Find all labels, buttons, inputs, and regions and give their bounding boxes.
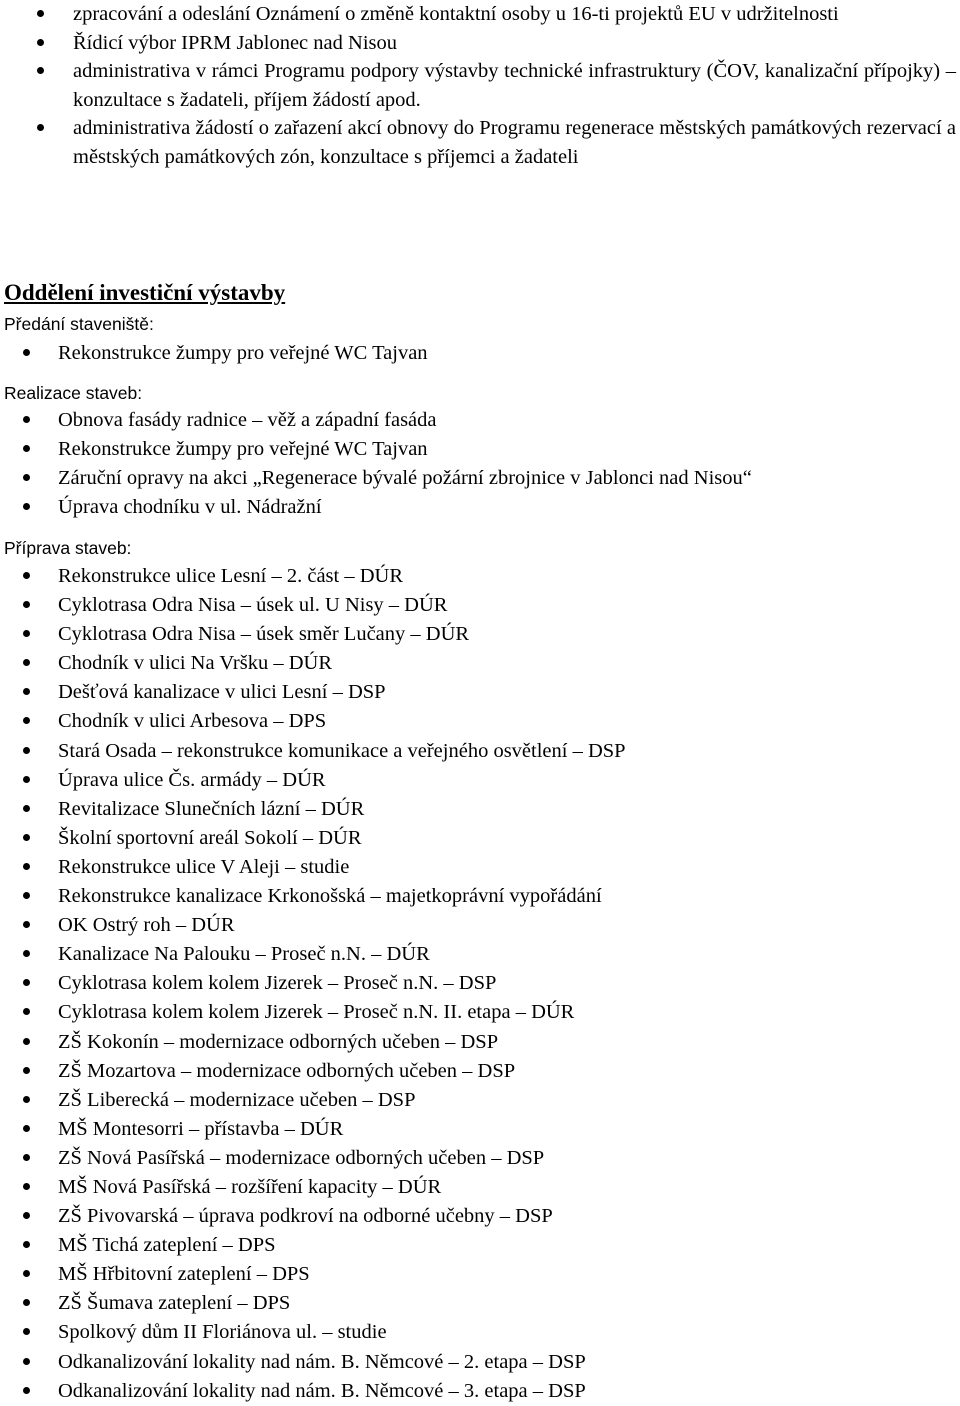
top-list-item	[0, 114, 960, 171]
priprava-item-text: MŠ Montesorri – přístavba – DÚR	[58, 1117, 344, 1140]
priprava-item-text: Kanalizace Na Palouku – Proseč n.N. – DÚR	[58, 943, 430, 966]
priprava-item-text: MŠ Nová Pasířská – rozšíření kapacity – DÚR	[58, 1175, 442, 1198]
bullet-icon	[23, 747, 30, 754]
priprava-item-text: Rekonstrukce kanalizace Krkonošská – majetkoprávní vypořádání	[58, 885, 602, 908]
priprava-item-text: ZŠ Nová Pasířská – modernizace odborných učeben – DSP	[58, 1146, 545, 1169]
bullet-icon	[37, 10, 44, 17]
bullet-icon	[23, 892, 30, 899]
priprava-item	[0, 969, 960, 998]
priprava-item	[0, 1318, 960, 1347]
priprava-item	[0, 940, 960, 969]
bullet-icon	[23, 1299, 30, 1306]
realizace-label: Realizace staveb:	[4, 383, 143, 403]
bullet-icon	[23, 659, 30, 666]
top-list-item-text: administrativa žádostí o zařazení akcí obnovy do Programu regenerace městských památkových rezervací a městských památkových zón, konzultace s příjemci a žadateli	[73, 117, 956, 168]
priprava-item-text: Cyklotrasa kolem kolem Jizerek – Proseč n.N. – DSP	[58, 972, 497, 995]
bullet-icon	[23, 572, 30, 579]
bullet-icon	[23, 1270, 30, 1277]
priprava-label: Příprava staveb:	[4, 538, 132, 558]
priprava-item	[0, 1144, 960, 1173]
priprava-item	[0, 1115, 960, 1144]
bullet-icon	[23, 601, 30, 608]
priprava-item	[0, 620, 960, 649]
priprava-item-text: Cyklotrasa Odra Nisa – úsek ul. U Nisy – DÚR	[58, 594, 448, 617]
bullet-icon	[23, 1328, 30, 1335]
bullet-icon	[23, 349, 30, 356]
priprava-item-text: Chodník v ulici Arbesova – DPS	[58, 710, 327, 733]
priprava-item	[0, 737, 960, 766]
bullet-icon	[23, 1212, 30, 1219]
realizace-item	[0, 464, 960, 493]
handover-list	[0, 339, 960, 368]
bullet-icon	[23, 503, 30, 510]
priprava-item	[0, 1377, 960, 1406]
priprava-item	[0, 1057, 960, 1086]
priprava-item-text: Odkanalizování lokality nad nám. B. Němcové – 2. etapa – DSP	[58, 1350, 586, 1373]
priprava-list	[0, 562, 960, 1406]
bullet-icon	[23, 1008, 30, 1015]
bullet-icon	[23, 1096, 30, 1103]
bullet-icon	[23, 950, 30, 957]
priprava-item-text: Revitalizace Slunečních lázní – DÚR	[58, 797, 365, 820]
top-list-item-text: zpracování a odeslání Oznámení o změně kontaktní osoby u 16-ti projektů EU v udržitelnosti	[73, 3, 839, 25]
top-list-item	[0, 57, 960, 114]
priprava-item-text: Rekonstrukce ulice V Aleji – studie	[58, 855, 350, 878]
bullet-icon	[23, 1038, 30, 1045]
priprava-item	[0, 1231, 960, 1260]
priprava-item-text: Dešťová kanalizace v ulici Lesní – DSP	[58, 681, 386, 704]
priprava-item	[0, 1202, 960, 1231]
priprava-item-text: MŠ Tichá zateplení – DPS	[58, 1234, 276, 1257]
priprava-item	[0, 882, 960, 911]
bullet-icon	[23, 630, 30, 637]
priprava-item	[0, 1086, 960, 1115]
bullet-icon	[23, 416, 30, 423]
priprava-item	[0, 678, 960, 707]
priprava-item	[0, 824, 960, 853]
priprava-item-text: Chodník v ulici Na Vršku – DÚR	[58, 652, 332, 675]
priprava-item-text: Stará Osada – rekonstrukce komunikace a veřejného osvětlení – DSP	[58, 739, 626, 762]
realizace-item-text: Rekonstrukce žumpy pro veřejné WC Tajvan	[58, 438, 428, 460]
priprava-item-text: Cyklotrasa Odra Nisa – úsek směr Lučany – DÚR	[58, 623, 470, 646]
bullet-icon	[23, 863, 30, 870]
realizace-list	[0, 406, 960, 522]
priprava-item-text: ZŠ Pivovarská – úprava podkroví na odborné učebny – DSP	[58, 1205, 553, 1228]
priprava-item	[0, 1260, 960, 1289]
section-heading: Oddělení investiční výstavby	[4, 280, 286, 305]
priprava-item	[0, 1289, 960, 1318]
bullet-icon	[23, 1154, 30, 1161]
priprava-item	[0, 1173, 960, 1202]
top-bullet-list	[0, 0, 960, 172]
priprava-item	[0, 766, 960, 795]
bullet-icon	[37, 124, 44, 131]
priprava-item-text: MŠ Hřbitovní zateplení – DPS	[58, 1263, 310, 1286]
bullet-icon	[37, 39, 44, 46]
priprava-item-text: ZŠ Liberecká – modernizace učeben – DSP	[58, 1088, 416, 1111]
bullet-icon	[23, 1125, 30, 1132]
priprava-item	[0, 649, 960, 678]
realizace-item	[0, 435, 960, 464]
priprava-item	[0, 853, 960, 882]
priprava-item-text: Spolkový dům II Floriánova ul. – studie	[58, 1321, 387, 1344]
bullet-icon	[23, 1387, 30, 1394]
handover-item-text: Rekonstrukce žumpy pro veřejné WC Tajvan	[58, 342, 428, 364]
bullet-icon	[23, 717, 30, 724]
top-list-item	[0, 29, 960, 58]
bullet-icon	[23, 474, 30, 481]
realizace-item-text: Záruční opravy na akci „Regenerace bývalé požární zbrojnice v Jablonci nad Nisou“	[58, 467, 752, 489]
bullet-icon	[23, 445, 30, 452]
realizace-item-text: Obnova fasády radnice – věž a západní fasáda	[58, 409, 437, 431]
priprava-item	[0, 911, 960, 940]
priprava-item-text: ZŠ Kokonín – modernizace odborných učeben – DSP	[58, 1030, 499, 1053]
priprava-item	[0, 795, 960, 824]
handover-label: Předání staveniště:	[4, 314, 154, 334]
priprava-item-text: ZŠ Šumava zateplení – DPS	[58, 1292, 291, 1315]
bullet-icon	[23, 1358, 30, 1365]
bullet-icon	[23, 688, 30, 695]
realizace-item	[0, 406, 960, 435]
bullet-icon	[23, 805, 30, 812]
bullet-icon	[23, 921, 30, 928]
priprava-item-text: Školní sportovní areál Sokolí – DÚR	[58, 826, 362, 849]
priprava-item	[0, 1348, 960, 1377]
top-list-item	[0, 0, 960, 29]
priprava-item-text: Odkanalizování lokality nad nám. B. Němcové – 3. etapa – DSP	[58, 1379, 586, 1402]
priprava-item	[0, 707, 960, 736]
bullet-icon	[37, 67, 44, 74]
realizace-item-text: Úprava chodníku v ul. Nádražní	[58, 496, 322, 518]
priprava-item	[0, 562, 960, 591]
top-list-item-text: administrativa v rámci Programu podpory výstavby technické infrastruktury (ČOV, kanalizační přípojky) – konzultace s žadateli, příjem žádostí apod.	[73, 60, 956, 111]
priprava-item-text: Rekonstrukce ulice Lesní – 2. část – DÚR	[58, 565, 404, 587]
priprava-item-text: Úprava ulice Čs. armády – DÚR	[58, 768, 326, 791]
realizace-item	[0, 493, 960, 522]
priprava-item-text: OK Ostrý roh – DÚR	[58, 914, 235, 937]
bullet-icon	[23, 1241, 30, 1248]
handover-item	[0, 339, 960, 368]
bullet-icon	[23, 834, 30, 841]
priprava-item	[0, 1028, 960, 1057]
priprava-item	[0, 998, 960, 1027]
bullet-icon	[23, 1183, 30, 1190]
bullet-icon	[23, 1067, 30, 1074]
bullet-icon	[23, 979, 30, 986]
priprava-item-text: Cyklotrasa kolem kolem Jizerek – Proseč n.N. II. etapa – DÚR	[58, 1001, 575, 1024]
top-list-item-text: Řídicí výbor IPRM Jablonec nad Nisou	[73, 31, 397, 54]
priprava-item-text: ZŠ Mozartova – modernizace odborných učeben – DSP	[58, 1059, 516, 1082]
priprava-item	[0, 591, 960, 620]
bullet-icon	[23, 776, 30, 783]
